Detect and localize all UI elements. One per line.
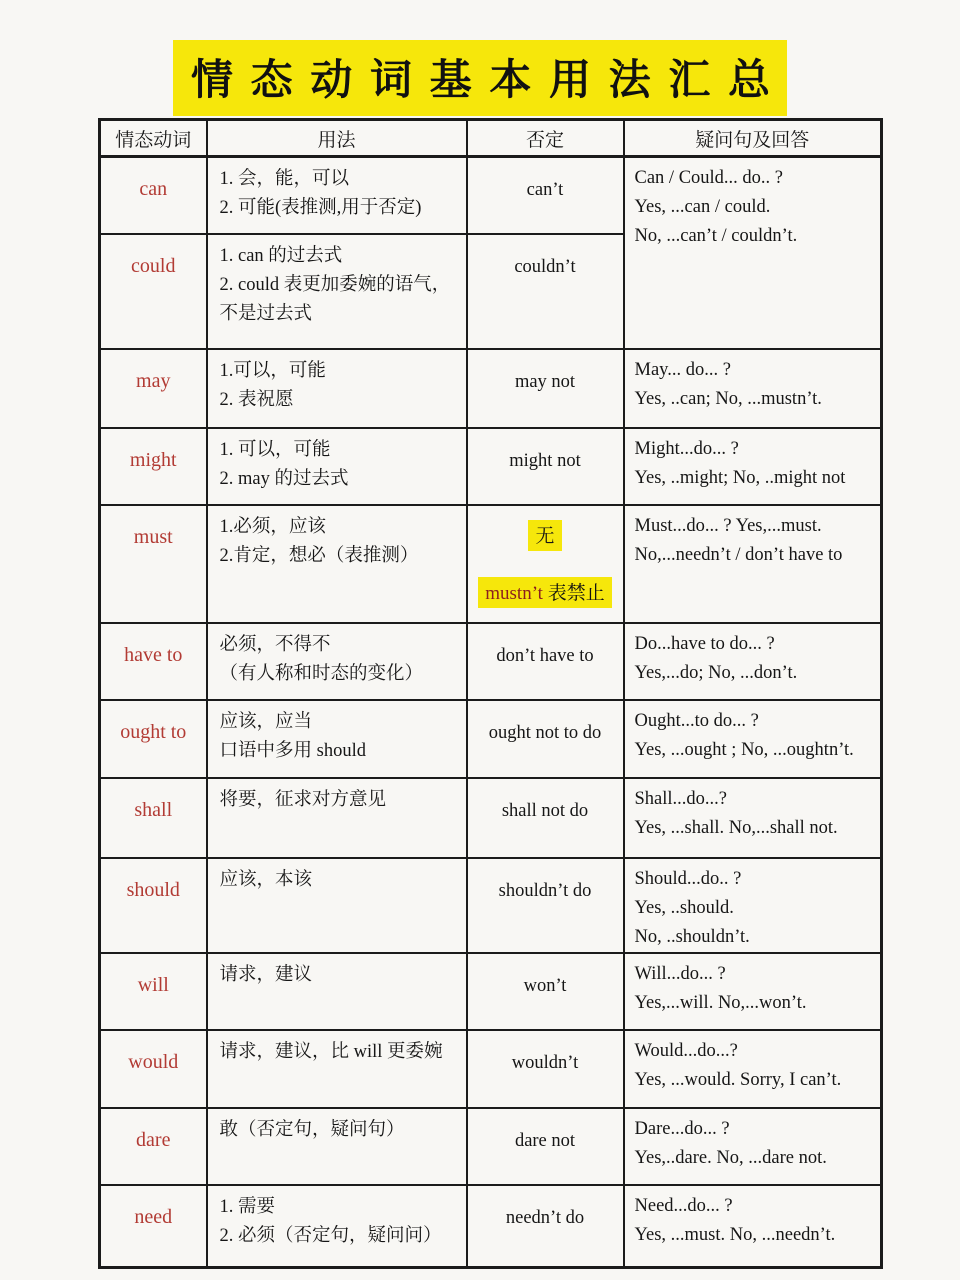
negation-cell — [467, 505, 624, 623]
usage-line: 2.肯定，想必（表推测） — [219, 545, 419, 566]
table-row — [100, 858, 882, 953]
qa-cell — [624, 1185, 882, 1268]
column-header: 否定 — [467, 120, 624, 157]
table-row — [100, 623, 882, 700]
usage-cell — [207, 157, 467, 234]
qa-line: Do...have to do... ? — [634, 633, 775, 654]
table-row — [100, 1030, 882, 1108]
usage-line: 1. can 的过去式 — [219, 245, 343, 266]
page-title: 情 态 动 词 基 本 用 法 汇 总 — [173, 40, 787, 116]
column-header: 情态动词 — [100, 120, 207, 157]
negation-none-highlight: 无 — [528, 520, 561, 551]
usage-line: 应该，本该 — [219, 869, 313, 890]
modal-cell: dare — [100, 1108, 207, 1185]
usage-cell — [207, 505, 467, 623]
qa-line: Dare...do... ? — [634, 1118, 730, 1139]
modal-cell: will — [100, 953, 207, 1030]
qa-cell — [624, 858, 882, 953]
table-row — [100, 1185, 882, 1268]
qa-line: Need...do... ? — [634, 1195, 733, 1216]
qa-cell — [624, 428, 882, 505]
usage-line: 1. 需要 — [219, 1196, 276, 1217]
modal-cell: need — [100, 1185, 207, 1268]
qa-line: Can / Could... do.. ? — [634, 168, 784, 188]
usage-line: （有人称和时态的变化） — [219, 663, 424, 684]
usage-line: 1. 可以，可能 — [219, 439, 331, 460]
negation-cell: might not — [467, 428, 624, 505]
usage-line: 2. 可能(表推测,用于否定) — [219, 198, 422, 218]
negation-cell: can’t — [467, 157, 624, 234]
qa-line: Should...do.. ? — [634, 868, 742, 889]
qa-line: Yes,..dare. No, ...dare not. — [634, 1147, 827, 1168]
usage-line: 将要，征求对方意见 — [219, 789, 387, 810]
qa-line: Yes, ...must. No, ...needn’t. — [634, 1224, 836, 1245]
table-row — [100, 157, 882, 234]
table-row — [100, 505, 882, 623]
qa-line: May... do... ? — [634, 359, 731, 380]
qa-cell — [624, 505, 882, 623]
qa-cell — [624, 700, 882, 778]
qa-line: Yes, ..can; No, ...mustn’t. — [634, 388, 822, 409]
negation-cell: ought not to do — [467, 700, 624, 778]
qa-line: No, ..shouldn’t. — [634, 926, 750, 947]
modal-cell: have to — [100, 623, 207, 700]
qa-line: Would...do...? — [634, 1040, 738, 1061]
table-body — [100, 157, 882, 1268]
usage-line: 敢（否定句，疑问句） — [219, 1119, 405, 1140]
qa-cell — [624, 349, 882, 428]
qa-line: Ought...to do... ? — [634, 710, 759, 731]
usage-cell — [207, 858, 467, 953]
modal-verbs-table — [98, 118, 883, 1269]
table-row — [100, 700, 882, 778]
mustnt-word: mustn’t — [485, 582, 543, 604]
modal-cell: shall — [100, 778, 207, 858]
usage-line: 2. 表祝愿 — [219, 389, 294, 410]
qa-cell — [624, 623, 882, 700]
modal-cell: could — [100, 234, 207, 349]
qa-line: No,...needn’t / don’t have to — [634, 544, 843, 565]
mustnt-meaning: 表禁止 — [542, 582, 605, 604]
qa-cell — [624, 1030, 882, 1108]
usage-cell — [207, 1030, 467, 1108]
qa-line: Yes, ...shall. No,...shall not. — [634, 817, 838, 838]
usage-line: 应该，应当 — [219, 711, 313, 732]
modal-cell: might — [100, 428, 207, 505]
qa-cell — [624, 953, 882, 1030]
qa-line: Will...do... ? — [634, 963, 726, 984]
usage-cell — [207, 778, 467, 858]
qa-line: Yes, ...ought ; No, ...oughtn’t. — [634, 739, 854, 760]
usage-line: 请求，建议，比 will 更委婉 — [219, 1041, 443, 1062]
column-header: 用法 — [207, 120, 467, 157]
qa-cell — [624, 157, 882, 349]
qa-line: Yes, ...would. Sorry, I can’t. — [634, 1069, 842, 1090]
usage-line: 口语中多用 should — [219, 740, 366, 761]
usage-line: 2. could 表更加委婉的语气，不是过去式 — [219, 274, 451, 324]
negation-cell: shall not do — [467, 778, 624, 858]
modal-cell: ought to — [100, 700, 207, 778]
negation-cell: may not — [467, 349, 624, 428]
usage-cell — [207, 428, 467, 505]
table-row — [100, 349, 882, 428]
usage-cell — [207, 1185, 467, 1268]
usage-cell — [207, 700, 467, 778]
qa-line: Yes, ..should. — [634, 897, 734, 918]
qa-cell — [624, 778, 882, 858]
modal-cell: may — [100, 349, 207, 428]
usage-line: 1.必须，应该 — [219, 516, 326, 537]
usage-cell — [207, 1108, 467, 1185]
modal-cell: can — [100, 157, 207, 234]
table-header — [100, 120, 882, 157]
table-row — [100, 953, 882, 1030]
negation-cell: wouldn’t — [467, 1030, 624, 1108]
mustnt-highlight — [478, 577, 611, 608]
usage-cell — [207, 953, 467, 1030]
table-row — [100, 778, 882, 858]
usage-cell — [207, 234, 467, 349]
usage-line: 2. may 的过去式 — [219, 468, 349, 489]
negation-cell: don’t have to — [467, 623, 624, 700]
usage-line: 1. 会，能，可以 — [219, 169, 350, 189]
negation-cell: shouldn’t do — [467, 858, 624, 953]
header-row — [100, 120, 882, 157]
modal-cell: would — [100, 1030, 207, 1108]
modal-cell: must — [100, 505, 207, 623]
usage-line: 必须，不得不 — [219, 634, 331, 655]
table-row — [100, 1108, 882, 1185]
column-header: 疑问句及回答 — [624, 120, 882, 157]
spacer — [468, 551, 623, 577]
qa-line: No, ...can’t / couldn’t. — [634, 226, 798, 246]
qa-cell — [624, 1108, 882, 1185]
modal-cell: should — [100, 858, 207, 953]
qa-line: Yes,...do; No, ...don’t. — [634, 662, 798, 683]
usage-line: 1.可以，可能 — [219, 360, 326, 381]
usage-cell — [207, 349, 467, 428]
usage-line: 请求，建议 — [219, 964, 313, 985]
table-row — [100, 428, 882, 505]
qa-line: Might...do... ? — [634, 438, 739, 459]
negation-cell: couldn’t — [467, 234, 624, 349]
qa-line: Must...do... ? Yes,...must. — [634, 515, 822, 536]
negation-cell: dare not — [467, 1108, 624, 1185]
negation-cell: won’t — [467, 953, 624, 1030]
qa-line: Yes,...will. No,...won’t. — [634, 992, 807, 1013]
qa-line: Shall...do...? — [634, 788, 727, 809]
title-wrap — [0, 40, 960, 116]
negation-cell: needn’t do — [467, 1185, 624, 1268]
qa-line: Yes, ...can / could. — [634, 197, 771, 217]
qa-line: Yes, ..might; No, ..might not — [634, 467, 846, 488]
usage-line: 2. 必须（否定句，疑问问） — [219, 1225, 442, 1246]
usage-cell — [207, 623, 467, 700]
